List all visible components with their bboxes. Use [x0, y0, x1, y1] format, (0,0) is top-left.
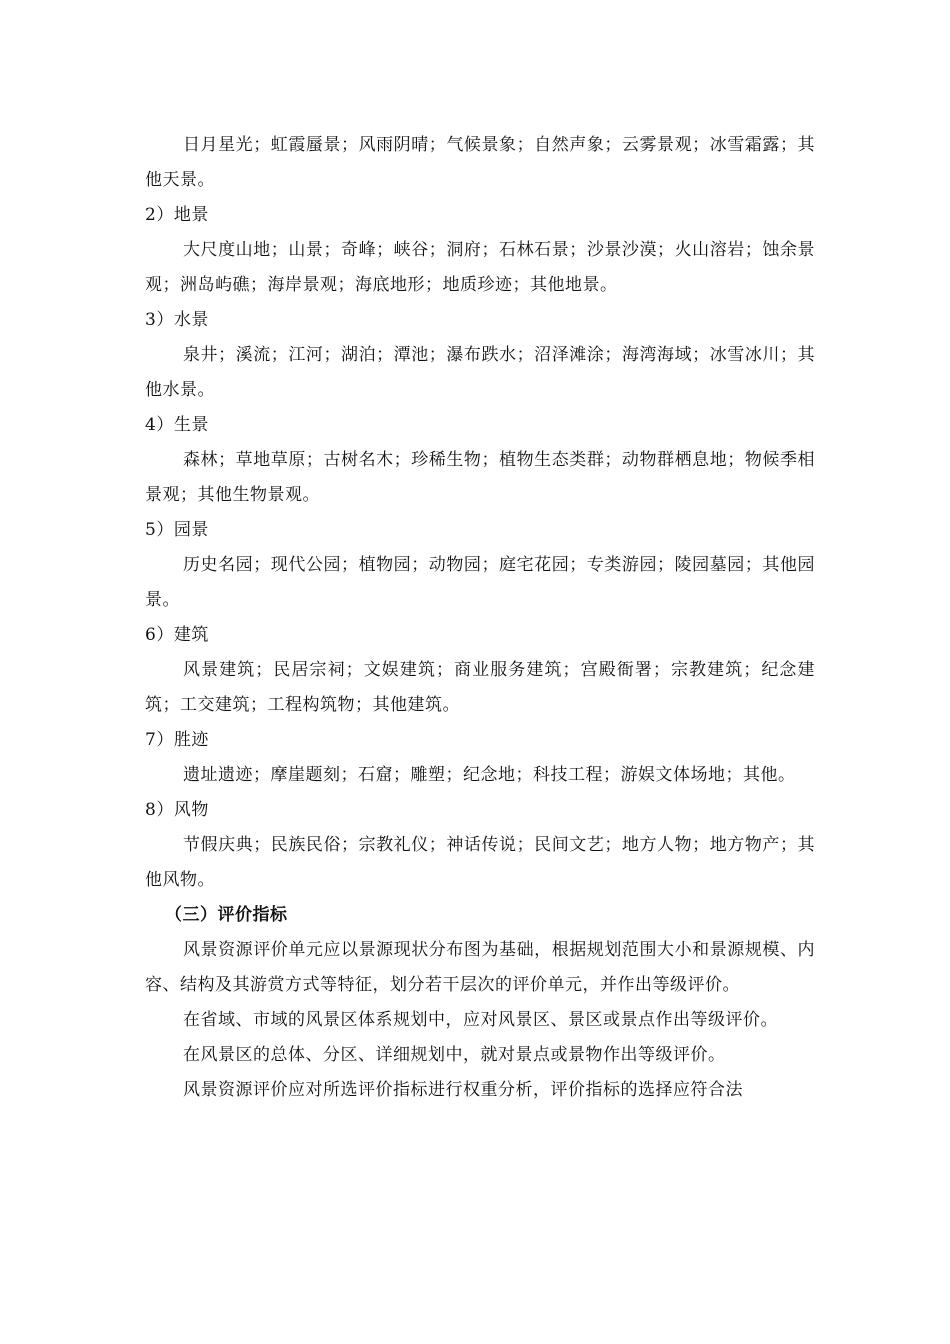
heading-yuanjing: 5）园景 [145, 520, 209, 540]
paragraph-tianjing-items: 日月星光；虹霞蜃景；风雨阴晴；气候景象；自然声象；云雾景观；冰雪霜露；其他天景。 [145, 135, 815, 190]
paragraph-province-city-planning: 在省域、市域的风景区体系规划中，应对风景区、景区或景点作出等级评价。 [183, 1010, 778, 1030]
paragraph-shengjing-items: 森林；草地草原；古树名木；珍稀生物；植物生态类群；动物群栖息地；物候季相景观；其他生物景观。 [145, 450, 815, 505]
paragraph-fengwu-items: 节假庆典；民族民俗；宗教礼仪；神话传说；民间文艺；地方人物；地方物产；其他风物。 [145, 835, 815, 890]
body-text [145, 128, 815, 1108]
paragraph-yuanjing-items: 历史名园；现代公园；植物园；动物园；庭宅花园；专类游园；陵园墓园；其他园景。 [145, 555, 815, 610]
paragraph-shengji-items: 遗址遗迹；摩崖题刻；石窟；雕塑；纪念地；科技工程；游娱文体场地；其他。 [183, 765, 796, 785]
paragraph-shuijing-items: 泉井；溪流；江河；湖泊；潭池；瀑布跌水；沼泽滩涂；海湾海域；冰雪冰川；其他水景。 [145, 345, 815, 400]
paragraph-jianzhu-items: 风景建筑；民居宗祠；文娱建筑；商业服务建筑；宫殿衙署；宗教建筑；纪念建筑；工交建筑；工程构筑物；其他建筑。 [145, 660, 815, 715]
paragraph-scenic-area-planning: 在风景区的总体、分区、详细规划中，就对景点或景物作出等级评价。 [183, 1045, 726, 1065]
heading-fengwu: 8）风物 [145, 800, 209, 820]
heading-shuijing: 3）水景 [145, 310, 209, 330]
heading-shengji: 7）胜迹 [145, 730, 209, 750]
paragraph-dijing-items: 大尺度山地；山景；奇峰；峡谷；洞府；石林石景；沙景沙漠；火山溶岩；蚀余景观；洲岛屿礁；海岸景观；海底地形；地质珍迹；其他地景。 [145, 240, 815, 295]
heading-shengjing: 4）生景 [145, 415, 209, 435]
paragraph-weight-analysis: 风景资源评价应对所选评价指标进行权重分析，评价指标的选择应符合法 [183, 1080, 743, 1100]
section-heading-evaluation-index: （三）评价指标 [165, 905, 288, 925]
heading-jianzhu: 6）建筑 [145, 625, 209, 645]
paragraph-evaluation-unit: 风景资源评价单元应以景源现状分布图为基础，根据规划范围大小和景源规模、内容、结构及其游赏方式等特征，划分若干层次的评价单元，并作出等级评价。 [145, 940, 815, 995]
heading-dijing: 2）地景 [145, 205, 209, 225]
